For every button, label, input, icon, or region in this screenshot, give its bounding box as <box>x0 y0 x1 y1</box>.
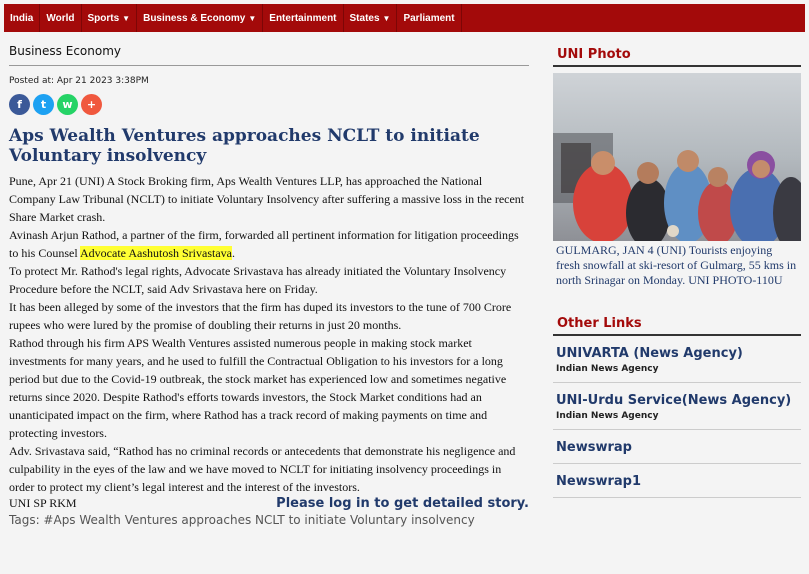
article-paragraph <box>9 226 529 262</box>
tags[interactable]: Tags: #Aps Wealth Ventures approaches NCLT to initiate Voluntary insolvency <box>9 513 475 527</box>
section-title: Business Economy <box>9 44 529 66</box>
news-photo[interactable] <box>553 73 801 241</box>
paragraph-text: . <box>231 246 235 260</box>
nav-item-entertainment[interactable] <box>263 4 343 32</box>
article-paragraph: Pune, Apr 21 (UNI) A Stock Broking firm, Aps Wealth Ventures LLP, has approached the National Company Law Tribunal (NCLT) to initiate Voluntary Insolvency after suffering a massive loss in the recent Share Market crash. <box>9 174 525 224</box>
byline-row <box>9 496 529 511</box>
link-title[interactable]: UNIVARTA (News Agency) <box>556 346 743 361</box>
other-link-item[interactable] <box>553 464 801 498</box>
snow-tourists-image <box>553 73 801 241</box>
photo-caption[interactable]: GULMARG, JAN 4 (UNI) Tourists enjoying fresh snowfall at ski-resort of Gulmarg, 55 kms in north Srinagar on Monday. UNI PHOTO-110U <box>556 243 797 287</box>
nav-item-parliament[interactable] <box>397 4 461 32</box>
byline: UNI SP RKM <box>9 496 77 510</box>
share-bar <box>9 94 529 115</box>
nav-label: States <box>349 12 380 24</box>
other-link-item[interactable] <box>553 430 801 464</box>
caret-down-icon: ▼ <box>248 13 257 23</box>
link-title[interactable]: Newswrap1 <box>556 474 641 489</box>
facebook-share-icon[interactable]: f <box>9 94 30 115</box>
more-share-icon[interactable]: + <box>81 94 102 115</box>
photo-heading: UNI Photo <box>553 44 801 67</box>
sidebar <box>553 44 801 498</box>
posted-timestamp: Posted at: Apr 21 2023 3:38PM <box>9 76 149 86</box>
article-body <box>9 172 529 511</box>
article-column <box>9 44 529 527</box>
link-subtitle: Indian News Agency <box>556 364 659 374</box>
nav-item-world[interactable] <box>40 4 81 32</box>
article-paragraph: Rathod through his firm APS Wealth Ventures assisted numerous people in making stock market investments for many years, and he used to fulfill the Contractual Obligation to his investors for a long period but due to the Covid-19 outbreak, the stock market has experienced low and sometimes negative returns since 2020. Despite Rathod's efforts towards investors, the Stock Market conditions had an unanticipated impact on the firm, where Rathod has a track record of making payments on time and protecting investors. <box>9 336 507 440</box>
link-title[interactable]: UNI-Urdu Service(News Agency) <box>556 393 792 408</box>
paragraph-text: Avinash Arjun Rathod, a partner of the firm, forwarded all pertinent information for litigation proceedings to his Counsel <box>9 228 519 260</box>
article-paragraph: It has been alleged by some of the investors that the firm has duped its investors to the tune of 700 Crore rupees who were lured by the promise of doubling their returns in just 20 months. <box>9 300 512 332</box>
nav-label: India <box>10 12 34 24</box>
highlighted-name: Advocate Aashutosh Srivastava <box>80 246 232 260</box>
link-title[interactable]: Newswrap <box>556 440 632 455</box>
nav-item-business-economy[interactable] <box>137 4 263 32</box>
top-nav <box>4 4 805 32</box>
nav-label: Entertainment <box>269 12 337 24</box>
caret-down-icon: ▼ <box>122 13 131 23</box>
nav-item-india[interactable] <box>4 4 40 32</box>
article-headline: Aps Wealth Ventures approaches NCLT to initiate Voluntary insolvency <box>9 126 480 166</box>
nav-label: Sports <box>87 12 120 24</box>
other-link-item[interactable] <box>553 383 801 430</box>
other-links-heading: Other Links <box>553 313 801 336</box>
nav-label: Business & Economy <box>143 12 246 24</box>
link-subtitle: Indian News Agency <box>556 411 659 421</box>
twitter-share-icon[interactable]: t <box>33 94 54 115</box>
nav-item-sports[interactable] <box>82 4 138 32</box>
nav-label: World <box>46 12 75 24</box>
article-paragraph: To protect Mr. Rathod's legal rights, Advocate Srivastava has already initiated the Voluntary Insolvency Procedure before the NCLT, said Adv Srivastava here on Friday. <box>9 264 507 296</box>
login-link[interactable]: Please log in to get detailed story. <box>276 496 529 511</box>
whatsapp-share-icon[interactable]: w <box>57 94 78 115</box>
other-link-item[interactable] <box>553 336 801 383</box>
nav-item-states[interactable] <box>344 4 398 32</box>
caret-down-icon: ▼ <box>382 13 391 23</box>
article-paragraph: Adv. Srivastava said, “Rathod has no criminal records or antecedents that demonstrate his negligence and culpability in the eyes of the law and we have moved to NCLT for initiating insolvency proceedings in order to protect my client’s legal interest and the interest of the investors. <box>9 444 516 494</box>
nav-label: Parliament <box>403 12 455 24</box>
